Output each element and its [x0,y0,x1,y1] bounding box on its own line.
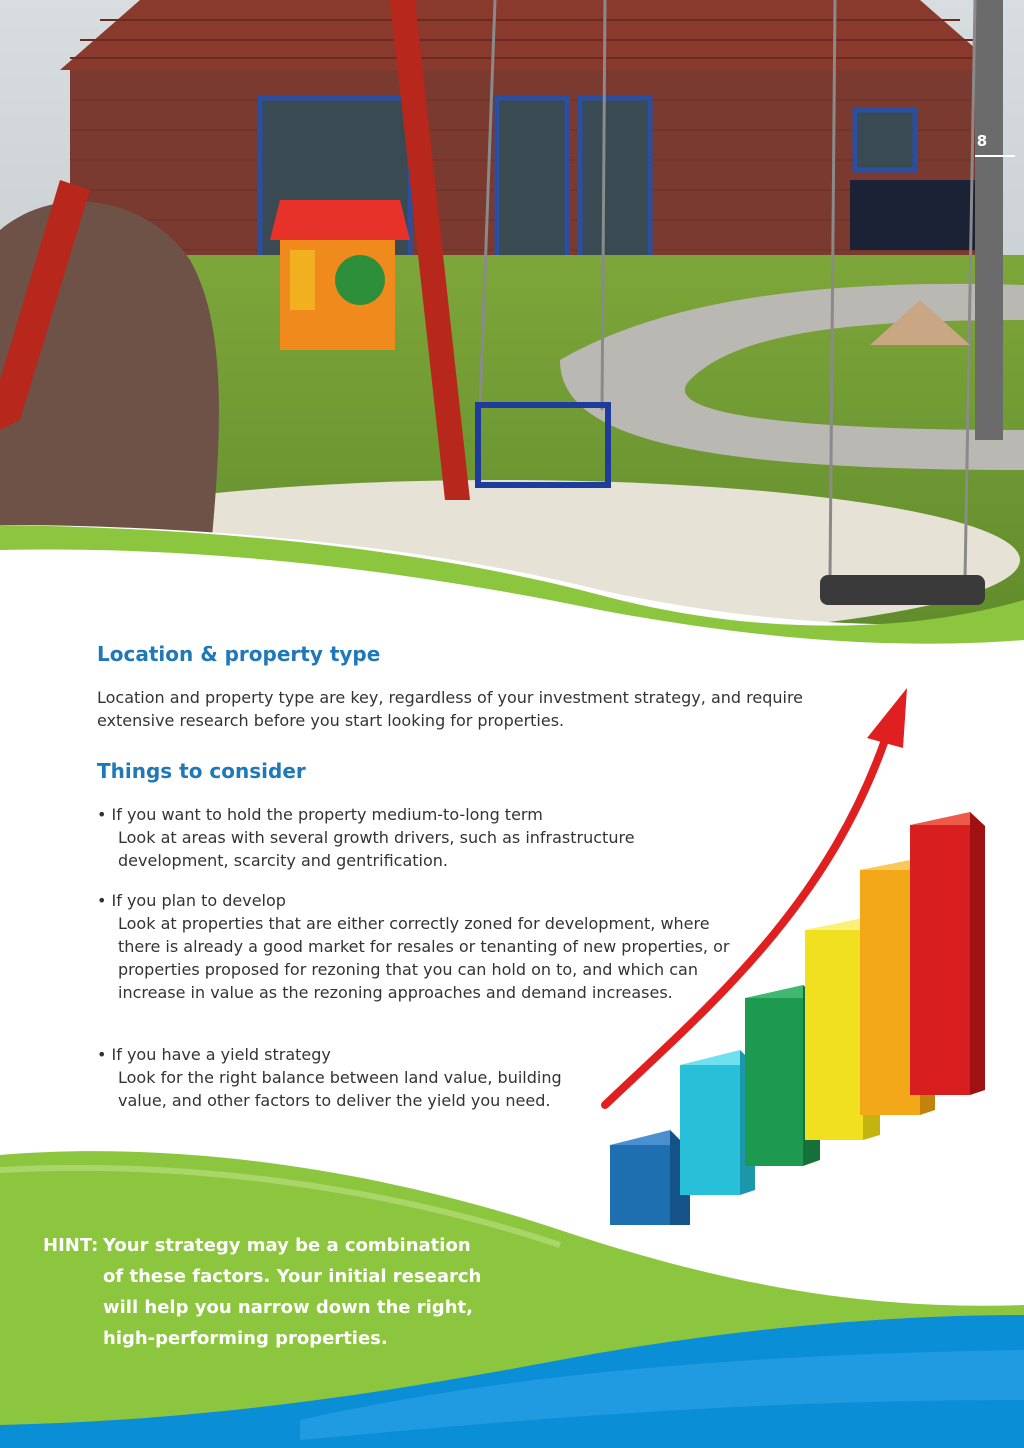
consider-item-body: Look at properties that are either correctly zoned for development, where there is already a good market for resales or tenanting of new properties, or properties proposed for rezoning that you can hold on to, and which can increase in value as the rezoning approaches and demand increases. [118,914,730,1002]
location-paragraph: Location and property type are key, regardless of your investment strategy, and require extensive research before you start looking for properties. [97,688,804,730]
consider-item-title: • If you plan to develop [97,891,286,910]
consider-item-title: • If you want to hold the property medium-to-long term [97,805,543,824]
hint-text: Your strategy may be a combination of these factors. Your initial research will help you narrow down the right, high-performing properties. [103,1235,482,1349]
page-number: 8 [976,132,988,150]
consider-item-body: Look for the right balance between land value, building value, and other factors to deliver the yield you need. [118,1068,562,1110]
bar-6 [910,812,985,1095]
section-heading-location: Location & property type [97,642,381,666]
hero-photo [0,0,1024,660]
section-heading-consider: Things to consider [97,759,306,783]
page-number-rule [975,155,1015,157]
hint-label: HINT: [43,1235,99,1256]
growth-arrow-head [867,688,907,748]
consider-item-body: Look at areas with several growth drivers, such as infrastructure development, scarcity and gentrification. [118,828,635,870]
consider-item-yield [97,1043,567,1112]
consider-item-title: • If you have a yield strategy [97,1045,331,1064]
